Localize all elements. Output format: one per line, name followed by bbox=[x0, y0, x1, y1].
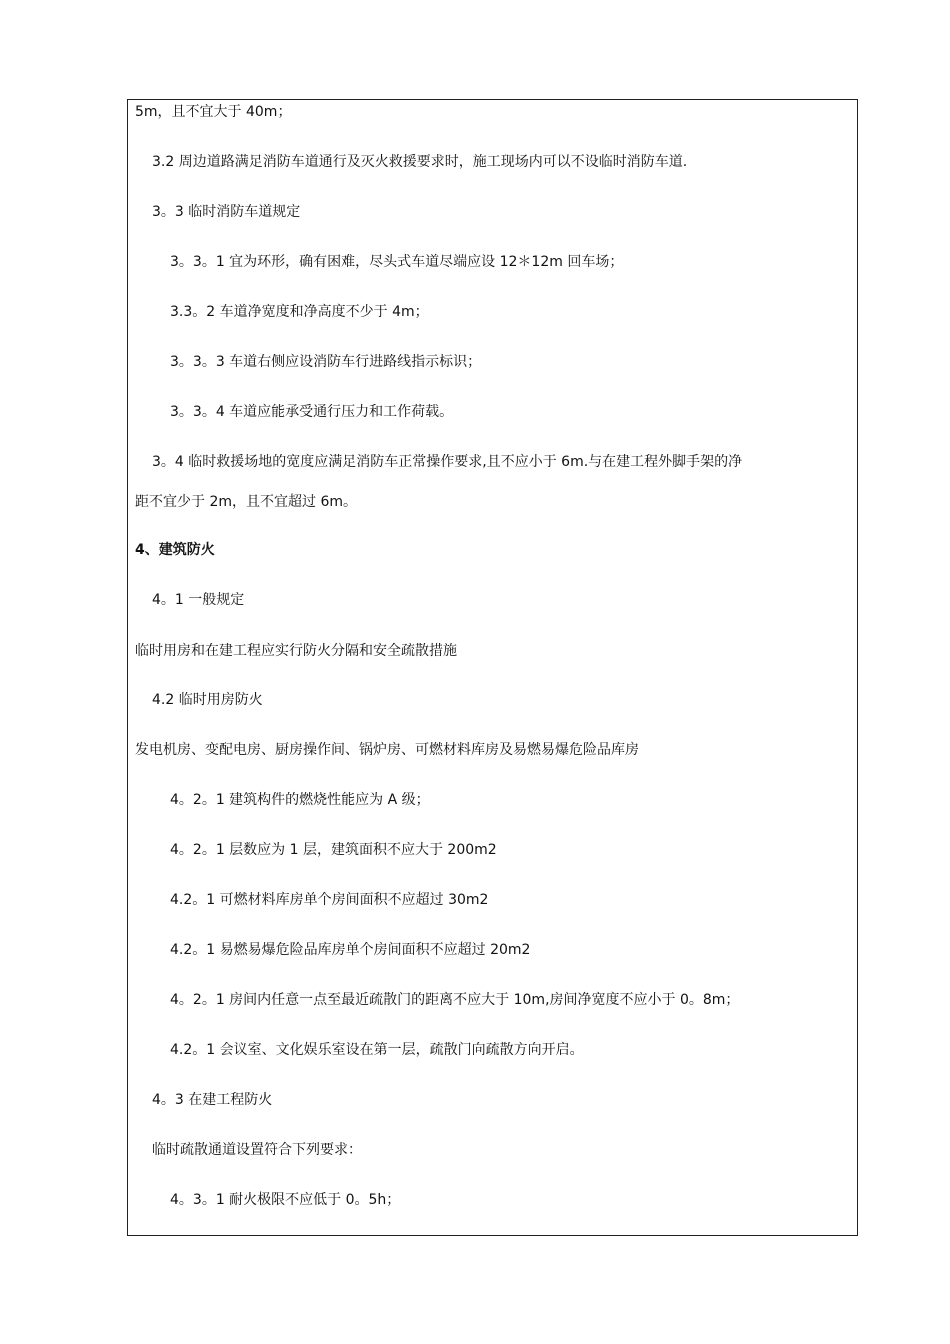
text-line: 4。2。1 建筑构件的燃烧性能应为 A 级； bbox=[170, 792, 430, 808]
text-line: 3。3。3 车道右侧应设消防车行进路线指示标识； bbox=[170, 354, 482, 370]
text-line: 临时疏散通道设置符合下列要求： bbox=[152, 1142, 362, 1158]
text-line: 发电机房、变配电房、厨房操作间、锅炉房、可燃材料库房及易燃易爆危险品库房 bbox=[135, 742, 639, 758]
text-line: 3。3。1 宜为环形，确有困难，尽头式车道尽端应设 12＊12m 回车场； bbox=[170, 254, 624, 270]
text-line: 距不宜少于 2m，且不宜超过 6m。 bbox=[135, 494, 357, 510]
text-line: 3。3。4 车道应能承受通行压力和工作荷载。 bbox=[170, 404, 454, 420]
text-line: 3.2 周边道路满足消防车道通行及灭火救援要求时，施工现场内可以不设临时消防车道. bbox=[152, 154, 688, 170]
text-line: 临时用房和在建工程应实行防火分隔和安全疏散措施 bbox=[135, 643, 457, 659]
text-line: 4.2。1 可燃材料库房单个房间面积不应超过 30m2 bbox=[170, 892, 489, 908]
text-line: 4。3。1 耐火极限不应低于 0。5h； bbox=[170, 1192, 401, 1208]
section-heading: 3。3 临时消防车道规定 bbox=[152, 204, 301, 220]
text-line: 5m，且不宜大于 40m； bbox=[135, 104, 292, 120]
section-heading: 4.2 临时用房防火 bbox=[152, 692, 263, 708]
text-line: 4。2。1 层数应为 1 层，建筑面积不应大于 200m2 bbox=[170, 842, 497, 858]
text-line: 3。4 临时救援场地的宽度应满足消防车正常操作要求,且不应小于 6m.与在建工程外脚手架的净 bbox=[152, 454, 743, 470]
chapter-heading: 4、建筑防火 bbox=[135, 542, 215, 558]
document-frame bbox=[127, 99, 858, 1236]
text-line: 4。2。1 房间内任意一点至最近疏散门的距离不应大于 10m,房间净宽度不应小于 0。8m； bbox=[170, 992, 740, 1008]
section-heading: 4。1 一般规定 bbox=[152, 592, 245, 608]
text-line: 3.3。2 车道净宽度和净高度不少于 4m； bbox=[170, 304, 429, 320]
text-line: 4.2。1 易燃易爆危险品库房单个房间面积不应超过 20m2 bbox=[170, 942, 531, 958]
text-line: 4.2。1 会议室、文化娱乐室设在第一层，疏散门向疏散方向开启。 bbox=[170, 1042, 584, 1058]
section-heading: 4。3 在建工程防火 bbox=[152, 1092, 273, 1108]
